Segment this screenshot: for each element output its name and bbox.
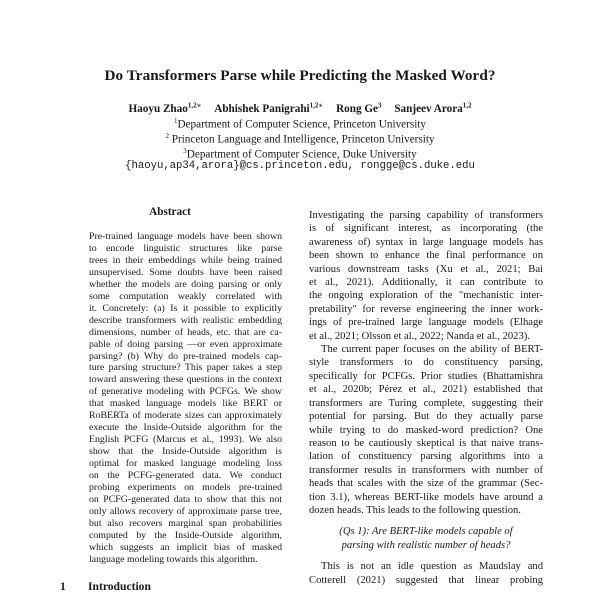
author-name: Abhishek Panigrahi: [214, 102, 310, 115]
text-line: toward answering these questions in the context: [89, 374, 282, 386]
author: [394, 103, 471, 115]
paragraph: [309, 209, 543, 343]
author-name: Rong Ge: [336, 102, 379, 115]
text-line: while trying to do masked-word prediction? One: [309, 424, 543, 436]
text-line: computed by the Inside-Outside algorithm,: [89, 529, 282, 541]
text-line: This is not an idle question as Maudslay and: [321, 561, 543, 573]
text-line: RoBERTa of moderate sizes can approximately: [89, 410, 282, 422]
question-line: (Qs 1): Are BERT-like models capable of: [339, 526, 513, 538]
text-line: show that the Inside-Outside algorithm is: [89, 446, 282, 458]
text-line: The current paper focuses on the ability of BERT-: [321, 344, 543, 356]
abstract-body: [89, 231, 282, 566]
affiliation-text: Department of Computer Science, Princeton University: [177, 118, 427, 131]
author: [336, 103, 381, 115]
text-line: the ongoing exploration of the "mechanistic inter-: [309, 290, 543, 302]
paragraph: [309, 343, 543, 517]
text-line: been shown to enhance the final performance on: [309, 250, 543, 262]
text-line: but also recovers marginal span probabilities: [89, 517, 282, 529]
author: [128, 103, 201, 115]
text-line: probing experiments on models pre-trained: [89, 482, 282, 494]
author-affil-sup: 1,2∗: [187, 101, 202, 109]
affiliation-sup: 1: [173, 117, 178, 125]
text-line: style transformers to do constituency parsing,: [309, 357, 543, 369]
text-line: ings of pre-trained large language models (Elhage: [309, 317, 543, 329]
text-line: trees in their embeddings while being trained: [89, 254, 282, 266]
question-line: parsing with realistic number of heads?: [341, 539, 511, 551]
text-line: et al., 2021). Additionally, it can contribute to: [309, 277, 543, 289]
text-line: which suggests an implicit bias of masked: [89, 541, 282, 553]
section-title: Introduction: [88, 580, 151, 593]
text-line: reason to be cautiously skeptical is that naive trans-: [309, 437, 543, 449]
author-name: Sanjeev Arora: [394, 102, 463, 115]
text-line: some computation weakly correlated with: [89, 290, 282, 302]
text-line: on PCFG-generated data to show that this not: [89, 493, 282, 505]
text-line: parsing? (b) Why do pre-trained models cap-: [89, 350, 282, 362]
text-line: that masked language models like BERT or: [89, 398, 282, 410]
text-line: transformers are Turing complete, suggesting their: [309, 397, 543, 409]
text-line: it. Concretely: (a) Is it possible to explicitly: [89, 302, 282, 314]
text-line: dozen heads. This leads to the following question.: [309, 504, 521, 516]
paper-title: Do Transformers Parse while Predicting the Masked Word?: [104, 67, 496, 84]
text-line: et al., 2021; Olsson et al., 2022; Nanda et al., 2023).: [309, 330, 530, 342]
paragraph: [309, 560, 543, 587]
text-line: to encode linguistic structures like parse: [89, 242, 282, 254]
text-line: et al., 2020b; Pérez et al., 2021) established that: [309, 384, 543, 396]
abstract-heading: Abstract: [149, 206, 191, 218]
affiliation-text: Department of Computer Science, Duke University: [186, 148, 417, 161]
text-line: whether the models are doing parsing or only: [89, 278, 282, 290]
text-line: describe transformers with realistic embedding: [89, 314, 282, 326]
author: [214, 103, 323, 115]
text-line: awareness of) syntax in large language models has: [309, 236, 543, 248]
text-line: various downstream tasks (Xu et al., 2021; Bai: [309, 263, 543, 275]
text-line: dimensions, number of heads, etc. that are ca-: [89, 326, 282, 338]
author-affil-sup: 1,2: [462, 101, 472, 109]
affiliation-sup: 3: [183, 147, 187, 155]
research-question: [309, 525, 543, 552]
author-name: Haoyu Zhao: [128, 102, 188, 115]
text-line: is of significant interest, as incorporating (the: [309, 223, 543, 235]
affiliation-text: Princeton Language and Intelligence, Princeton University: [168, 133, 435, 146]
text-line: only allows recovery of approximate parse tree,: [89, 505, 282, 517]
author-emails: {haoyu,ap34,arora}@cs.princeton.edu, rongge@cs.duke.edu: [125, 160, 475, 172]
text-line: potential for parsing. But do they actually parse: [309, 411, 543, 423]
text-line: Pre-trained language models have been shown: [89, 231, 282, 242]
text-line: lation of constituency parsing algorithms into a: [309, 451, 543, 463]
text-line: tion 3.1), whereas BERT-like models have around a: [309, 491, 543, 503]
text-line: transformer results in transformers with number of: [309, 464, 543, 476]
text-line: Investigating the parsing capability of transformers: [309, 210, 543, 221]
author-affil-sup: 3: [378, 101, 382, 109]
section-number: 1: [60, 580, 66, 593]
text-line: English PCFG (Marcus et al., 1993). We also: [89, 434, 282, 446]
text-line: on the PCFG-generated data. We conduct: [89, 470, 282, 482]
right-column-body: [309, 209, 543, 587]
affiliation-sup: 2: [165, 132, 169, 140]
text-line: pable of doing parsing —or even approximate: [89, 338, 282, 350]
text-line: language modeling towards this algorithm.: [89, 553, 258, 565]
text-line: of generative modeling with PCFGs. We show: [89, 386, 282, 398]
author-list: [0, 100, 600, 115]
text-line: Cotterell (2021) suggested that linear probing: [309, 574, 543, 586]
text-line: unsupervised. Some doubts have been raised: [89, 266, 282, 278]
text-line: heads that scales with the size of the grammar (Sec-: [309, 478, 543, 490]
text-line: specifically for PCFGs. Prior studies (Bhattamishra: [309, 370, 543, 382]
text-line: pretability" for reverse engineering the inner work-: [309, 303, 543, 315]
author-affil-sup: 1,2∗: [309, 101, 324, 109]
text-line: optimal for masked language modeling loss: [89, 458, 282, 470]
text-line: execute the Inside-Outside algorithm for the: [89, 422, 282, 434]
text-line: ture parsing structure? This paper takes a step: [89, 362, 282, 374]
section-heading-introduction: [60, 580, 151, 593]
